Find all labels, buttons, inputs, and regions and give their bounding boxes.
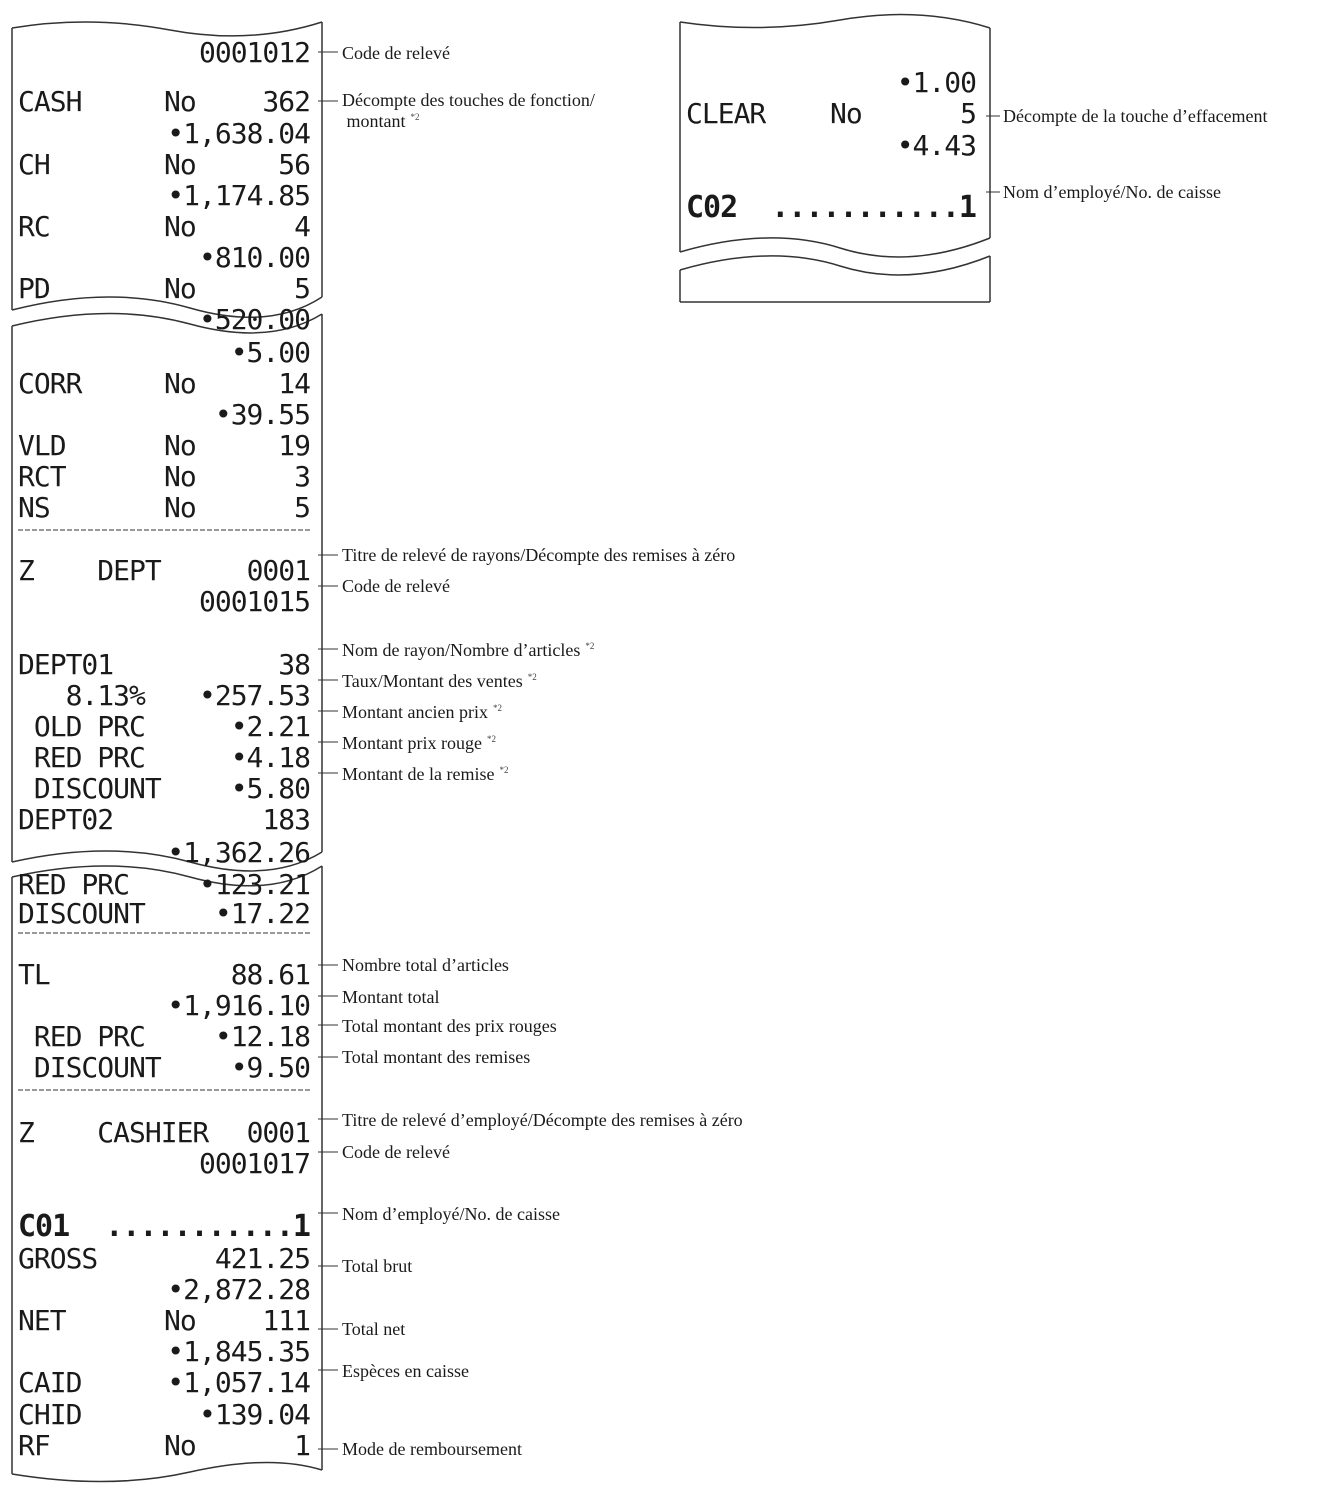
annotation-label: Montant prix rouge $^{*2}$ — [342, 733, 496, 753]
receipt-line-value: •1,362.26 — [167, 836, 310, 869]
receipt-line-value: •5.80 — [230, 772, 310, 805]
annotation-label: Montant de la remise $^{*2}$ — [342, 764, 509, 784]
receipt-line-value: ...........1 — [771, 190, 976, 225]
receipt-line-value: 111 — [262, 1304, 310, 1337]
annotation-label: Total net — [342, 1319, 406, 1339]
receipt-line-label: VLD — [18, 429, 66, 462]
receipt-line-label: RED PRC — [18, 741, 145, 774]
annotation-label: Montant total — [342, 987, 440, 1007]
receipt-line-value: 5 — [960, 97, 976, 130]
receipt-line-value: 0001 — [246, 554, 310, 587]
annotation-note-ref: *2 — [410, 112, 420, 122]
receipt-line-label: RED PRC — [18, 1020, 145, 1053]
receipt-line-value: 183 — [262, 803, 310, 836]
annotation-label: Montant ancien prix $^{*2}$ — [342, 702, 502, 722]
receipt-line-value: 38 — [278, 648, 310, 681]
receipt-line-value: 56 — [278, 148, 310, 181]
annotation-note-ref: *2 — [486, 734, 496, 744]
receipt-line-value: 5 — [294, 491, 310, 524]
annotation-label: Code de relevé — [342, 1142, 450, 1162]
receipt-line-value: •520.00 — [198, 303, 310, 336]
receipt-line-label: RF — [18, 1429, 50, 1462]
annotation-label: Titre de relevé de rayons/Décompte des remises à zéro — [342, 545, 736, 565]
receipt-line-no: No — [164, 491, 196, 524]
receipt-line-label: CORR — [18, 367, 82, 400]
receipt-line-value: •17.22 — [214, 897, 310, 930]
annotation-label: Total montant des prix rouges — [342, 1016, 557, 1036]
receipt-line-label: DISCOUNT — [18, 1051, 161, 1084]
annotation-label: Nombre total d’articles — [342, 955, 509, 975]
receipt-line-value: •5.00 — [230, 336, 310, 369]
receipt-line-label: Z DEPT — [18, 554, 161, 587]
receipt-line-label: DEPT01 — [18, 648, 114, 681]
annotation-label: Mode de remboursement — [342, 1439, 522, 1459]
annotation-note-ref: *2 — [585, 641, 595, 651]
annotation-label: Décompte de la touche d’effacement — [1003, 106, 1268, 126]
annotation-note-ref: *2 — [492, 703, 502, 713]
receipt-line-value: •4.43 — [896, 129, 976, 162]
receipt-line-value: •139.04 — [198, 1398, 310, 1431]
receipt-line-no: No — [164, 148, 196, 181]
small-receipt-annotations — [986, 106, 1268, 202]
receipt-line-no: No — [164, 85, 196, 118]
receipt-line-value: •1.00 — [896, 66, 976, 99]
receipt-line-value: •1,916.10 — [167, 989, 310, 1022]
receipt-line-value: •1,845.35 — [167, 1335, 310, 1368]
annotation-label: Nom de rayon/Nombre d’articles $^{*2}$ — [342, 640, 595, 660]
receipt-line-label: CHID — [18, 1398, 82, 1431]
receipt-line-value: •12.18 — [214, 1020, 310, 1053]
receipt-line-no: No — [830, 97, 862, 130]
receipt-line-label: OLD PRC — [18, 710, 145, 743]
receipt-line-label: RED PRC — [18, 868, 130, 901]
receipt-line-value: 19 — [278, 429, 310, 462]
main-receipt-lines — [18, 36, 310, 1462]
receipt-line-label: CAID — [18, 1366, 82, 1399]
receipt-line-value: •2.21 — [230, 710, 310, 743]
receipt-line-value: 0001017 — [198, 1147, 310, 1180]
receipt-line-value: 88.61 — [230, 958, 310, 991]
receipt-line-value: 14 — [278, 367, 310, 400]
receipt-line-label: Z CASHIER — [18, 1116, 209, 1149]
receipt-line-no: No — [164, 367, 196, 400]
annotation-label: Nom d’employé/No. de caisse — [1003, 182, 1221, 202]
receipt-line-label: CH — [18, 148, 50, 181]
receipt-line-value: 421.25 — [214, 1242, 310, 1275]
receipt-line-value: 0001015 — [198, 585, 310, 618]
annotation-label: Nom d’employé/No. de caisse — [342, 1204, 560, 1224]
receipt-line-no: No — [164, 272, 196, 305]
receipt-line-no: No — [164, 460, 196, 493]
small-receipt-lines — [686, 66, 976, 225]
receipt-line-label: DISCOUNT — [18, 772, 161, 805]
receipt-line-label: 8.13% — [18, 679, 145, 712]
receipt-line-value: 362 — [262, 85, 310, 118]
receipt-line-label: C02 — [686, 190, 738, 225]
receipt-line-no: No — [164, 1429, 196, 1462]
receipt-line-value: •39.55 — [214, 398, 310, 431]
receipt-line-value: ...........1 — [105, 1209, 310, 1244]
receipt-line-value: •810.00 — [198, 241, 310, 274]
receipt-line-label: DISCOUNT — [18, 897, 145, 930]
receipt-line-value: •4.18 — [230, 741, 310, 774]
receipt-line-value: 0001 — [246, 1116, 310, 1149]
annotation-label: montant $^{*2}$ — [342, 111, 420, 131]
receipt-line-value: 5 — [294, 272, 310, 305]
receipt-line-label: TL — [18, 958, 50, 991]
receipt-line-value: •9.50 — [230, 1051, 310, 1084]
receipt-line-value: •123.21 — [198, 868, 310, 901]
annotation-label: Décompte des touches de fonction/ — [342, 90, 595, 110]
receipt-line-value: •1,638.04 — [167, 117, 310, 150]
annotation-note-ref: *2 — [499, 765, 509, 775]
receipt-line-value: 1 — [294, 1429, 310, 1462]
annotation-label: Total brut — [342, 1256, 413, 1276]
receipt-line-label: RCT — [18, 460, 66, 493]
receipt-line-label: GROSS — [18, 1242, 98, 1275]
receipt-line-value: •1,057.14 — [167, 1366, 310, 1399]
annotation-label: Code de relevé — [342, 43, 450, 63]
receipt-line-value: 4 — [294, 210, 310, 243]
annotation-label: Total montant des remises — [342, 1047, 531, 1067]
receipt-line-value: 3 — [294, 460, 310, 493]
annotation-label: Titre de relevé d’employé/Décompte des remises à zéro — [342, 1110, 743, 1130]
receipt-line-no: No — [164, 429, 196, 462]
annotation-label: Code de relevé — [342, 576, 450, 596]
receipt-line-value: •2,872.28 — [167, 1273, 310, 1306]
receipt-line-label: PD — [18, 272, 50, 305]
main-receipt-annotations — [318, 43, 743, 1459]
annotation-label: Taux/Montant des ventes $^{*2}$ — [342, 671, 537, 691]
annotation-note-ref: *2 — [527, 672, 537, 682]
receipt-line-value: •257.53 — [198, 679, 310, 712]
annotation-label: Espèces en caisse — [342, 1361, 469, 1381]
receipt-line-label: DEPT02 — [18, 803, 114, 836]
receipt-line-label: C01 — [18, 1209, 70, 1244]
receipt-line-label: CASH — [18, 85, 82, 118]
receipt-line-label: NS — [18, 491, 50, 524]
receipt-line-label: CLEAR — [686, 97, 766, 130]
receipt-line-value: 0001012 — [198, 36, 310, 69]
receipt-line-label: RC — [18, 210, 50, 243]
receipt-line-value: •1,174.85 — [167, 179, 310, 212]
receipt-line-no: No — [164, 210, 196, 243]
receipt-line-label: NET — [18, 1304, 66, 1337]
receipt-line-no: No — [164, 1304, 196, 1337]
